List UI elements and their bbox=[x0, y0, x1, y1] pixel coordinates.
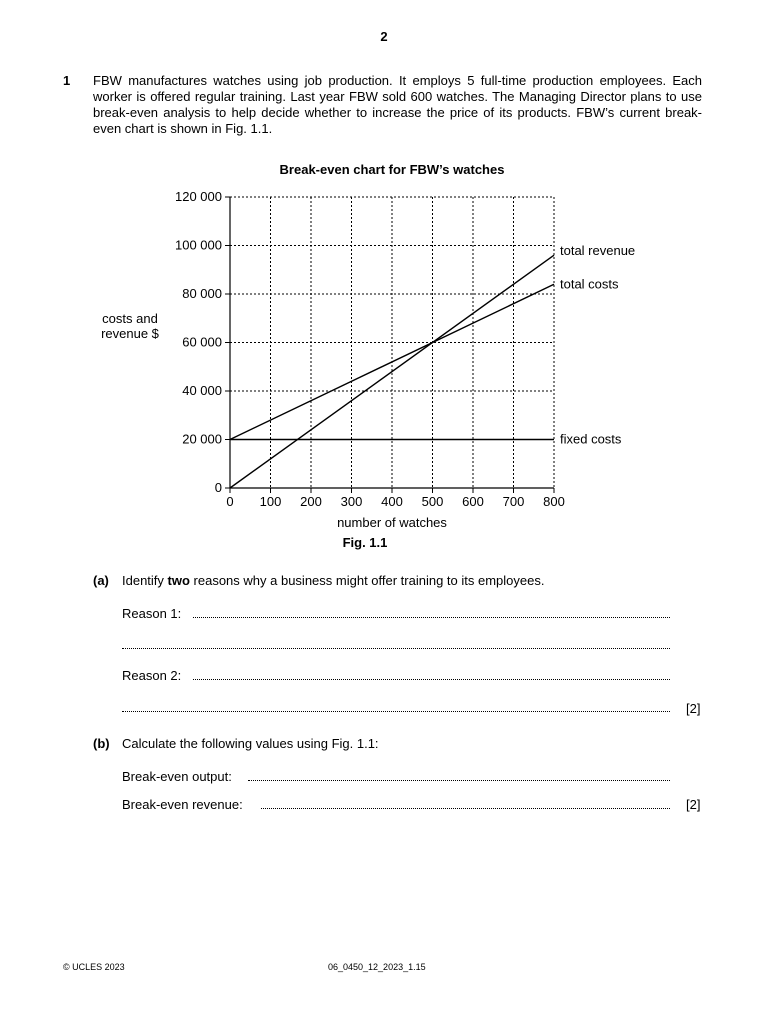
part-a-text-after: reasons why a business might offer training to its employees. bbox=[189, 573, 545, 588]
x-tick-label: 300 bbox=[340, 494, 363, 509]
chart-title: Break-even chart for FBW’s watches bbox=[279, 162, 505, 177]
question-stem: FBW manufactures watches using job production. It employs 5 full-time production employees. Each worker is offered regular training. Last year FBW sold 600 watches. The Managing Director plans to use break-even analysis to help decide whether to increase the price of its products. FBW’s current break-even chart is shown in Fig. 1.1. bbox=[93, 73, 702, 136]
part-a-label: (a) bbox=[93, 573, 109, 588]
footer-code: 06_0450_12_2023_1.15 bbox=[328, 962, 426, 972]
x-axis-label: number of watches bbox=[337, 515, 447, 530]
y-axis-label-line2: revenue $ bbox=[101, 326, 159, 341]
x-tick-label: 100 bbox=[259, 494, 282, 509]
series-line-total-costs bbox=[230, 284, 554, 439]
page-number: 2 bbox=[380, 29, 388, 44]
y-tick-label: 120 000 bbox=[175, 189, 222, 204]
part-a-text-bold: two bbox=[167, 573, 190, 588]
series-label-total-revenue: total revenue bbox=[560, 243, 636, 259]
x-tick-label: 800 bbox=[543, 494, 565, 509]
break-even-revenue-answer-line[interactable] bbox=[261, 808, 670, 809]
figure-caption: Fig. 1.1 bbox=[342, 535, 388, 550]
x-tick-label: 200 bbox=[300, 494, 322, 509]
y-tick-label: 20 000 bbox=[182, 431, 222, 447]
part-a-marks: [2] bbox=[686, 701, 701, 716]
y-axis-label-line1: costs and bbox=[102, 311, 158, 326]
x-tick-label: 500 bbox=[421, 494, 444, 509]
reason-2-label: Reason 2: bbox=[122, 668, 182, 683]
break-even-output-answer-line[interactable] bbox=[248, 780, 670, 781]
reason-2-answer-line-2[interactable] bbox=[122, 711, 670, 712]
part-b-label: (b) bbox=[93, 736, 110, 751]
part-b-question: Calculate the following values using Fig. 1.1: bbox=[122, 736, 379, 751]
y-tick-label: 100 000 bbox=[175, 237, 222, 253]
part-a-text-before: Identify bbox=[122, 573, 168, 588]
reason-1-answer-line-2[interactable] bbox=[122, 648, 670, 649]
y-tick-label: 0 bbox=[214, 480, 222, 495]
x-tick-label: 600 bbox=[462, 494, 484, 509]
part-a-question bbox=[122, 573, 544, 588]
reason-2-answer-line[interactable] bbox=[193, 679, 670, 680]
y-tick-label: 80 000 bbox=[182, 286, 222, 301]
reason-1-label: Reason 1: bbox=[122, 606, 182, 621]
reason-1-answer-line[interactable] bbox=[193, 617, 670, 618]
question-number: 1 bbox=[63, 73, 71, 88]
y-tick-label: 60 000 bbox=[182, 334, 222, 350]
x-tick-label: 0 bbox=[226, 494, 234, 509]
series-label-total-costs: total costs bbox=[560, 276, 619, 292]
footer-copyright: © UCLES 2023 bbox=[63, 962, 125, 972]
x-tick-label: 700 bbox=[502, 494, 525, 509]
series-label-fixed-costs: fixed costs bbox=[560, 431, 622, 447]
chart-axes bbox=[225, 197, 554, 493]
chart-grid bbox=[230, 197, 554, 488]
part-b-marks: [2] bbox=[686, 797, 701, 812]
chart-labels bbox=[175, 189, 635, 509]
break-even-chart bbox=[0, 155, 768, 555]
break-even-output-label: Break-even output: bbox=[122, 769, 232, 784]
y-tick-label: 40 000 bbox=[182, 383, 222, 398]
x-tick-label: 400 bbox=[381, 494, 403, 509]
break-even-revenue-label: Break-even revenue: bbox=[122, 797, 243, 812]
